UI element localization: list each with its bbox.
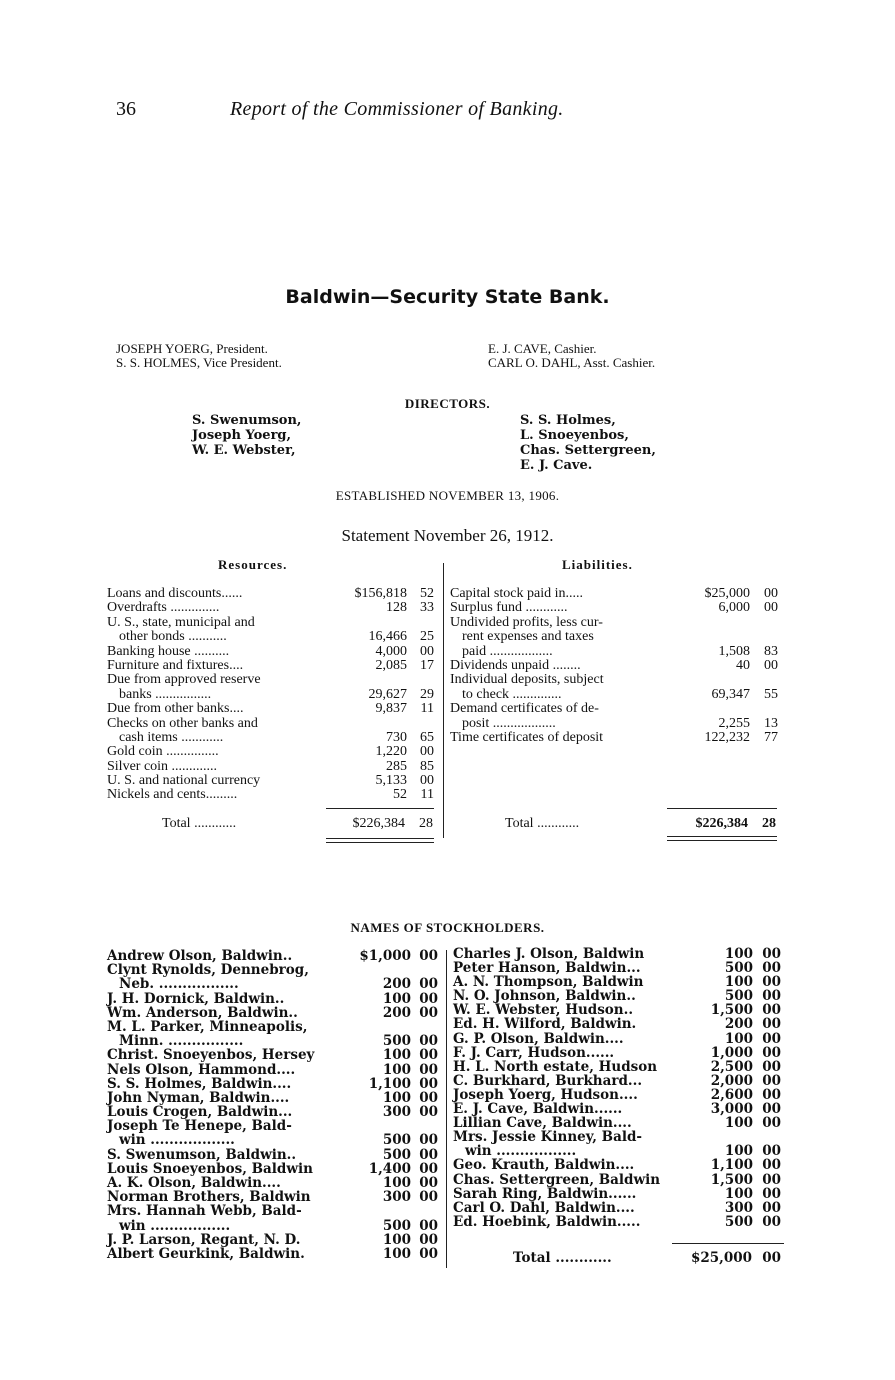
row-dollars: 300 <box>724 1199 753 1216</box>
statement-date: Statement November 26, 1912. <box>341 526 554 545</box>
total-label: Total ............ <box>162 816 237 831</box>
row-cents: 00 <box>419 976 438 993</box>
row-cents: 00 <box>420 744 434 760</box>
stockholder-row <box>107 976 441 993</box>
row-dollars: 100 <box>382 1047 411 1064</box>
row-dollars: 2,255 <box>718 715 750 731</box>
resource-row <box>107 788 437 802</box>
stockholder-row <box>453 1172 783 1186</box>
row-label: Chas. Settergreen, Baldwin <box>453 1171 661 1188</box>
resource-row <box>107 702 437 716</box>
stockholder-row <box>453 1214 783 1228</box>
resource-row <box>107 630 437 644</box>
row-dollars: 100 <box>724 1143 753 1160</box>
row-label: Andrew Olson, Baldwin.. <box>107 948 293 964</box>
row-dollars: 300 <box>382 1104 411 1121</box>
row-cents: 00 <box>762 1101 781 1118</box>
stockholder-row <box>107 1203 441 1220</box>
row-dollars: 2,600 <box>710 1086 753 1103</box>
row-label: J. H. Dornick, Baldwin.. <box>107 990 285 1007</box>
directors-heading: DIRECTORS. <box>404 396 491 411</box>
row-label: A. K. Olson, Baldwin.... <box>107 1175 281 1191</box>
row-label: cash items ............ <box>119 729 224 745</box>
officer-vice-president: S. S. HOLMES, Vice President. <box>116 355 282 370</box>
stockholders-divider <box>446 950 447 1268</box>
row-dollars: 500 <box>724 960 753 977</box>
row-label: Gold coin ............... <box>107 744 219 760</box>
total-label: Total ............ <box>513 1250 612 1266</box>
row-dollars: 69,347 <box>711 686 750 702</box>
row-cents: 00 <box>764 586 778 601</box>
row-dollars: 1,500 <box>710 1171 753 1188</box>
row-label: Carl O. Dahl, Baldwin.... <box>453 1199 635 1216</box>
row-label: H. L. North estate, Hudson <box>453 1058 658 1075</box>
stockholder-row <box>107 962 441 979</box>
row-label: win ................. <box>465 1143 577 1160</box>
stockholder-row <box>107 1218 441 1232</box>
row-label: W. E. Webster, Hudson.. <box>453 1002 634 1019</box>
row-cents: 17 <box>420 657 434 673</box>
row-label: A. N. Thompson, Baldwin <box>453 974 644 991</box>
resource-row <box>107 731 437 745</box>
stockholder-row <box>453 1059 783 1073</box>
officer-cashier: E. J. CAVE, Cashier. <box>488 341 597 356</box>
stockholder-row <box>107 1076 441 1090</box>
director-name: W. E. Webster, <box>192 443 296 458</box>
row-label: Wm. Anderson, Baldwin.. <box>107 1004 298 1021</box>
row-dollars: 3,000 <box>710 1101 753 1118</box>
row-label: win .................. <box>119 1132 235 1149</box>
row-dollars: 500 <box>724 1213 753 1230</box>
stockholder-row <box>453 974 783 991</box>
row-cents: 00 <box>419 1132 438 1149</box>
row-cents: 00 <box>762 1002 781 1019</box>
liability-row <box>450 688 780 702</box>
stockholder-row <box>453 1143 783 1160</box>
liability-row <box>450 731 780 745</box>
row-label: M. L. Parker, Minneapolis, <box>107 1018 308 1035</box>
row-dollars: 1,220 <box>375 744 407 760</box>
row-cents: 00 <box>762 946 781 962</box>
row-cents: 00 <box>762 1086 781 1103</box>
row-dollars: 500 <box>382 1146 411 1163</box>
row-label: other bonds ........... <box>119 629 227 645</box>
row-dollars: $156,818 <box>354 586 407 601</box>
row-label: Surplus fund ............ <box>450 600 568 616</box>
row-label: Undivided profits, less cur- <box>450 614 603 630</box>
total-dollars: $226,384 <box>695 816 748 831</box>
row-label: S. S. Holmes, Baldwin.... <box>107 1075 292 1092</box>
row-label: E. J. Cave, Baldwin...... <box>453 1101 623 1118</box>
officers-right <box>488 342 655 370</box>
liability-row <box>450 587 780 601</box>
row-label: G. P. Olson, Baldwin.... <box>453 1030 624 1047</box>
row-cents: 00 <box>762 1072 781 1089</box>
liability-row <box>450 717 780 731</box>
row-cents: 00 <box>419 1189 438 1206</box>
row-dollars: 300 <box>382 1189 411 1206</box>
stockholder-row <box>453 1101 783 1118</box>
stockholder-row <box>453 1002 783 1019</box>
stockholder-row <box>107 1033 441 1050</box>
row-label: Individual deposits, subject <box>450 672 604 688</box>
director-name: E. J. Cave. <box>520 458 593 473</box>
liability-row <box>450 645 780 659</box>
row-cents: 00 <box>764 657 778 673</box>
liability-row <box>450 616 780 630</box>
row-cents: 00 <box>762 1044 781 1061</box>
director-name: S. Swenumson, <box>192 413 302 428</box>
resource-row <box>107 745 437 759</box>
director-name: L. Snoeyenbos, <box>520 428 629 443</box>
directors-left <box>192 413 301 458</box>
row-cents: 00 <box>762 1185 781 1202</box>
row-label: Ed. Hoebink, Baldwin..... <box>453 1213 641 1230</box>
row-label: Clynt Rynolds, Dennebrog, <box>107 962 309 979</box>
stockholder-row <box>107 1147 441 1161</box>
stockholder-row <box>107 1019 441 1033</box>
page-number: 36 <box>116 98 136 120</box>
resource-row <box>107 760 437 774</box>
row-label: Nickels and cents......... <box>107 787 238 803</box>
liability-row <box>450 659 780 673</box>
row-dollars: 500 <box>724 988 753 1005</box>
row-label: S. Swenumson, Baldwin.. <box>107 1146 297 1163</box>
row-cents: 85 <box>420 758 434 774</box>
row-cents: 00 <box>419 1089 438 1106</box>
resource-row <box>107 717 437 731</box>
stockholders-total <box>453 1250 783 1266</box>
resource-row <box>107 616 437 630</box>
officer-asst-cashier: CARL O. DAHL, Asst. Cashier. <box>488 355 656 370</box>
row-dollars: 5,133 <box>375 773 407 789</box>
liabilities-total <box>450 816 780 832</box>
row-label: Norman Brothers, Baldwin <box>107 1189 311 1206</box>
row-cents: 00 <box>762 1016 781 1033</box>
total-double-rule <box>667 836 777 837</box>
row-label: Louis Snoeyenbos, Baldwin <box>107 1160 313 1177</box>
stockholder-row <box>107 948 441 962</box>
row-label: Time certificates of deposit <box>450 729 604 745</box>
stockholders-right-column <box>453 946 783 1228</box>
stockholder-row <box>453 1087 783 1101</box>
stockholder-row <box>107 1104 441 1121</box>
row-cents: 00 <box>419 1175 438 1191</box>
row-label: Neb. ................. <box>119 976 239 993</box>
row-dollars: 100 <box>724 1185 753 1202</box>
row-cents: 33 <box>420 600 434 616</box>
stockholder-row <box>107 1062 441 1076</box>
liability-row <box>450 630 780 644</box>
resource-row <box>107 645 437 659</box>
stockholder-row <box>453 946 783 960</box>
row-label: Mrs. Hannah Webb, Bald- <box>107 1203 302 1220</box>
resources-table <box>107 587 437 803</box>
row-label: to check .............. <box>462 686 562 702</box>
liabilities-table <box>450 587 780 745</box>
resource-row <box>107 774 437 788</box>
row-cents: 00 <box>419 1075 438 1092</box>
row-label: Peter Hanson, Baldwin... <box>453 960 641 977</box>
row-label: Geo. Krauth, Baldwin.... <box>453 1157 635 1174</box>
row-cents: 00 <box>419 1104 438 1121</box>
stockholder-row <box>107 1118 441 1135</box>
stockholders-left-column <box>107 948 441 1260</box>
row-label: N. O. Johnson, Baldwin.. <box>453 988 636 1005</box>
row-dollars: 9,837 <box>375 701 407 717</box>
row-cents: 00 <box>420 643 434 659</box>
stockholder-row <box>107 1132 441 1149</box>
row-dollars: 1,100 <box>710 1157 753 1174</box>
running-title: Report of the Commissioner of Banking. <box>230 98 564 120</box>
row-dollars: 6,000 <box>718 600 750 616</box>
stockholder-row <box>453 1157 783 1174</box>
officers-left <box>116 342 282 370</box>
row-cents: 00 <box>419 1231 438 1248</box>
resource-row <box>107 688 437 702</box>
total-cents: 00 <box>762 1250 781 1266</box>
stockholder-row <box>107 1161 441 1175</box>
row-cents: 00 <box>762 960 781 977</box>
stockholder-row <box>453 988 783 1005</box>
column-divider <box>443 563 444 838</box>
resources-total <box>107 816 437 832</box>
row-label: J. P. Larson, Regant, N. D. <box>107 1231 301 1248</box>
row-cents: 00 <box>419 1245 438 1262</box>
row-cents: 00 <box>762 988 781 1005</box>
total-cents: 28 <box>762 816 776 831</box>
total-double-rule <box>326 838 434 839</box>
row-label: Minn. ................ <box>119 1033 244 1050</box>
liability-row <box>450 702 780 716</box>
row-cents: 00 <box>419 1047 438 1064</box>
row-dollars: 100 <box>382 990 411 1007</box>
row-dollars: 1,508 <box>718 643 750 659</box>
row-cents: 00 <box>762 1030 781 1047</box>
liability-row <box>450 601 780 615</box>
row-cents: 25 <box>420 629 434 645</box>
row-dollars: 285 <box>386 758 407 774</box>
row-cents: 00 <box>762 1115 781 1132</box>
row-label: John Nyman, Baldwin.... <box>107 1089 290 1106</box>
row-dollars: 200 <box>382 1004 411 1021</box>
row-dollars: 40 <box>736 657 750 673</box>
row-label: Due from other banks.... <box>107 701 244 717</box>
row-cents: 00 <box>419 1033 438 1050</box>
row-dollars: 730 <box>386 729 407 745</box>
row-dollars: 2,000 <box>710 1072 753 1089</box>
row-label: Capital stock paid in..... <box>450 586 583 601</box>
stockholder-row <box>107 1232 441 1246</box>
row-cents: 65 <box>420 729 434 745</box>
row-dollars: 100 <box>382 1089 411 1106</box>
row-label: Ed. H. Wilford, Baldwin. <box>453 1016 637 1033</box>
row-cents: 00 <box>419 1146 438 1163</box>
total-cents: 28 <box>419 816 433 831</box>
row-label: U. S. and national currency <box>107 773 261 789</box>
row-dollars: $25,000 <box>704 586 750 601</box>
row-dollars: 500 <box>382 1132 411 1149</box>
row-label: Loans and discounts...... <box>107 586 243 601</box>
row-label: Dividends unpaid ........ <box>450 657 581 673</box>
total-double-rule <box>667 840 777 841</box>
row-cents: 00 <box>419 1004 438 1021</box>
total-dollars: $226,384 <box>352 816 405 831</box>
liability-row <box>450 673 780 687</box>
row-cents: 00 <box>762 1058 781 1075</box>
row-label: Silver coin ............. <box>107 758 218 774</box>
total-rule <box>326 808 434 809</box>
stockholder-row <box>107 1047 441 1064</box>
established-date: ESTABLISHED NOVEMBER 13, 1906. <box>335 488 560 503</box>
row-cents: 00 <box>419 1160 438 1177</box>
row-label: Sarah Ring, Baldwin...... <box>453 1185 637 1202</box>
stockholder-row <box>453 1073 783 1087</box>
stockholder-row <box>453 1186 783 1200</box>
row-cents: 11 <box>420 787 434 803</box>
director-name: Chas. Settergreen, <box>520 443 656 458</box>
row-dollars: 100 <box>724 1115 753 1132</box>
bank-title: Baldwin—Security State Bank. <box>285 286 610 308</box>
stockholders-total-rule <box>672 1243 784 1244</box>
row-dollars: 100 <box>724 1030 753 1047</box>
row-label: Due from approved reserve <box>107 672 261 688</box>
director-name: S. S. Holmes, <box>520 413 616 428</box>
row-label: Lillian Cave, Baldwin.... <box>453 1115 632 1132</box>
row-label: Mrs. Jessie Kinney, Bald- <box>453 1129 643 1146</box>
row-cents: 00 <box>762 1171 781 1188</box>
resources-heading: Resources. <box>218 557 288 572</box>
row-cents: 55 <box>764 686 778 702</box>
row-dollars: 100 <box>724 946 753 962</box>
stockholder-row <box>453 1016 783 1033</box>
officer-president: JOSEPH YOERG, President. <box>116 341 268 356</box>
row-cents: 00 <box>762 974 781 991</box>
row-label: Louis Crogen, Baldwin... <box>107 1104 293 1121</box>
row-label: paid .................. <box>462 643 553 659</box>
total-dollars: $25,000 <box>690 1250 752 1266</box>
row-cents: 77 <box>764 729 778 745</box>
row-cents: 00 <box>419 1061 438 1078</box>
row-dollars: 100 <box>724 974 753 991</box>
row-label: Christ. Snoeyenbos, Hersey <box>107 1047 315 1064</box>
row-dollars: 100 <box>382 1175 411 1191</box>
row-cents: 00 <box>419 990 438 1007</box>
row-cents: 13 <box>764 715 778 731</box>
row-dollars: 16,466 <box>368 629 407 645</box>
row-dollars: 500 <box>382 1217 411 1234</box>
resource-row <box>107 659 437 673</box>
row-dollars: 2,500 <box>710 1058 753 1075</box>
row-dollars: 2,085 <box>375 657 407 673</box>
resource-row <box>107 601 437 615</box>
row-dollars: 100 <box>382 1061 411 1078</box>
row-label: Albert Geurkink, Baldwin. <box>107 1245 305 1262</box>
row-dollars: 1,000 <box>710 1044 753 1061</box>
total-double-rule <box>326 842 434 843</box>
stockholder-row <box>453 1045 783 1059</box>
row-cents: 00 <box>764 600 778 616</box>
stockholder-row <box>107 991 441 1005</box>
stockholders-heading: NAMES OF STOCKHOLDERS. <box>350 920 545 935</box>
row-cents: 00 <box>762 1199 781 1216</box>
row-dollars: 100 <box>382 1231 411 1248</box>
row-dollars: 122,232 <box>704 729 750 745</box>
row-dollars: 4,000 <box>375 643 407 659</box>
row-dollars: 100 <box>382 1245 411 1262</box>
stockholder-row <box>453 1200 783 1214</box>
row-cents: 29 <box>420 686 434 702</box>
row-dollars: 1,100 <box>368 1075 411 1092</box>
row-label: win ................. <box>119 1217 231 1234</box>
stockholder-row <box>107 1175 441 1189</box>
row-cents: 52 <box>420 586 434 601</box>
row-dollars: 200 <box>382 976 411 993</box>
row-cents: 00 <box>419 948 438 964</box>
stockholder-row <box>107 1005 441 1019</box>
row-label: posit .................. <box>462 715 556 731</box>
row-cents: 00 <box>420 773 434 789</box>
row-label: U. S., state, municipal and <box>107 614 255 630</box>
row-dollars: 200 <box>724 1016 753 1033</box>
row-label: Checks on other banks and <box>107 715 258 731</box>
stockholder-row <box>107 1246 441 1260</box>
row-label: banks ................ <box>119 686 212 702</box>
row-dollars: 29,627 <box>368 686 407 702</box>
row-dollars: 128 <box>386 600 407 616</box>
resource-row <box>107 673 437 687</box>
row-label: Banking house .......... <box>107 643 230 659</box>
row-cents: 11 <box>420 701 434 717</box>
row-cents: 00 <box>419 1217 438 1234</box>
stockholder-row <box>453 1129 783 1146</box>
stockholder-row <box>453 960 783 977</box>
total-label: Total ............ <box>505 816 580 831</box>
liabilities-heading: Liabilities. <box>562 557 633 572</box>
row-label: rent expenses and taxes <box>462 629 594 645</box>
row-dollars: 52 <box>393 787 407 803</box>
row-label: Nels Olson, Hammond.... <box>107 1061 296 1078</box>
directors-right <box>520 413 656 473</box>
stockholder-row <box>107 1090 441 1104</box>
row-label: Joseph Te Henepe, Bald- <box>107 1118 292 1135</box>
row-label: Overdrafts .............. <box>107 600 220 616</box>
row-label: Furniture and fixtures.... <box>107 657 244 673</box>
total-rule <box>667 808 777 809</box>
row-dollars: 500 <box>382 1033 411 1050</box>
stockholder-row <box>453 1031 783 1045</box>
row-label: Joseph Yoerg, Hudson.... <box>453 1086 638 1103</box>
row-label: Demand certificates of de- <box>450 701 599 717</box>
stockholder-row <box>453 1115 783 1132</box>
director-name: Joseph Yoerg, <box>192 428 292 443</box>
row-label: F. J. Carr, Hudson...... <box>453 1044 615 1061</box>
row-cents: 00 <box>762 1157 781 1174</box>
row-dollars: $1,000 <box>359 948 411 964</box>
row-cents: 00 <box>762 1143 781 1160</box>
row-cents: 00 <box>762 1213 781 1230</box>
row-dollars: 1,400 <box>368 1160 411 1177</box>
row-dollars: 1,500 <box>710 1002 753 1019</box>
row-label: C. Burkhard, Burkhard... <box>453 1072 643 1089</box>
stockholder-row <box>107 1189 441 1206</box>
resource-row <box>107 587 437 601</box>
row-label: Charles J. Olson, Baldwin <box>453 946 645 962</box>
row-cents: 83 <box>764 643 778 659</box>
